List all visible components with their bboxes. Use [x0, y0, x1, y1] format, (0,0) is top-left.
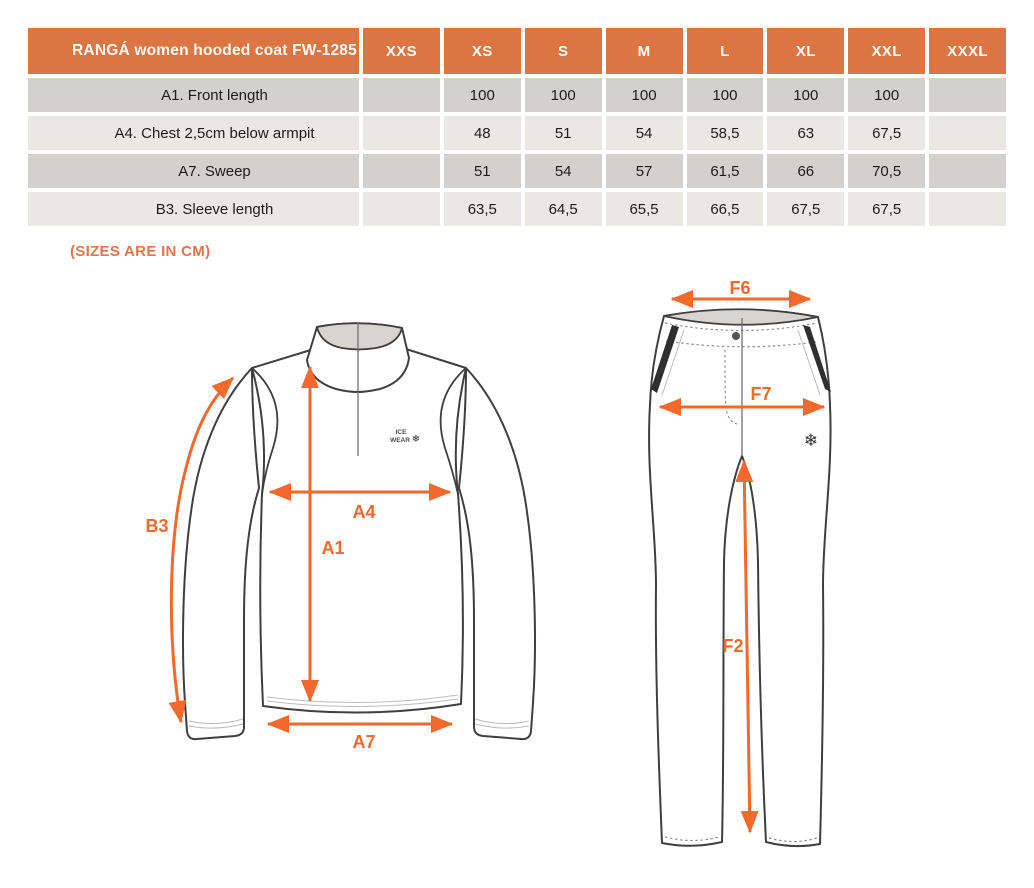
value-cell: 63,5: [444, 192, 521, 226]
value-cell: 67,5: [848, 116, 925, 150]
measure-label-a1: A1: [321, 538, 345, 558]
size-header-xl: XL: [767, 28, 844, 74]
pants-diagram: [649, 278, 831, 846]
logo-text-wear: WEAR: [390, 437, 410, 444]
value-cell: 100: [606, 78, 683, 112]
row-label-sleeve-length: B3. Sleeve length: [28, 192, 359, 226]
value-cell: 100: [444, 78, 521, 112]
value-cell: 66,5: [687, 192, 764, 226]
value-cell: 100: [525, 78, 602, 112]
value-cell: 54: [606, 116, 683, 150]
row-label-sweep: A7. Sweep: [28, 154, 359, 188]
value-cell: 100: [767, 78, 844, 112]
value-cell: 58,5: [687, 116, 764, 150]
value-cell: 66: [767, 154, 844, 188]
size-header-xxxl: XXXL: [929, 28, 1006, 74]
table-title: RANGÁ women hooded coat FW-1285: [28, 28, 359, 74]
measure-label-b3: B3: [145, 516, 169, 536]
jacket-diagram: [145, 323, 535, 752]
value-cell: 51: [444, 154, 521, 188]
value-cell: 54: [525, 154, 602, 188]
size-header-xs: XS: [444, 28, 521, 74]
measure-label-a7: A7: [352, 732, 376, 752]
row-label-front-length: A1. Front length: [28, 78, 359, 112]
size-header-m: M: [606, 28, 683, 74]
value-cell: 65,5: [606, 192, 683, 226]
snowflake-icon: ❄: [411, 434, 421, 445]
snowflake-icon: ❄: [803, 431, 819, 451]
value-cell: 100: [848, 78, 925, 112]
jacket-right-sleeve: [459, 368, 535, 739]
value-cell: 57: [606, 154, 683, 188]
pants-button: [732, 332, 740, 340]
value-cell: 51: [525, 116, 602, 150]
arrow-f2-inseam: [744, 461, 750, 832]
value-cell: 70,5: [848, 154, 925, 188]
jacket-left-sleeve: [183, 368, 259, 739]
value-cell: 67,5: [848, 192, 925, 226]
size-header-l: L: [687, 28, 764, 74]
value-cell: 67,5: [767, 192, 844, 226]
value-cell: 61,5: [687, 154, 764, 188]
size-header-xxl: XXL: [848, 28, 925, 74]
measure-label-f6: F6: [729, 278, 751, 298]
measure-label-a4: A4: [352, 502, 376, 522]
value-cell: 48: [444, 116, 521, 150]
value-cell: 100: [687, 78, 764, 112]
sizes-note: (SIZES ARE IN CM): [70, 243, 211, 260]
jacket-body: [252, 349, 466, 713]
row-label-chest: A4. Chest 2,5cm below armpit: [28, 116, 359, 150]
value-cell: 63: [767, 116, 844, 150]
measure-label-f2: F2: [722, 636, 744, 656]
size-header-xxs: XXS: [363, 28, 440, 74]
size-header-s: S: [525, 28, 602, 74]
measure-label-f7: F7: [750, 384, 772, 404]
logo-text-ice: ICE: [395, 429, 407, 436]
pants-body: [649, 310, 831, 846]
value-cell: 64,5: [525, 192, 602, 226]
